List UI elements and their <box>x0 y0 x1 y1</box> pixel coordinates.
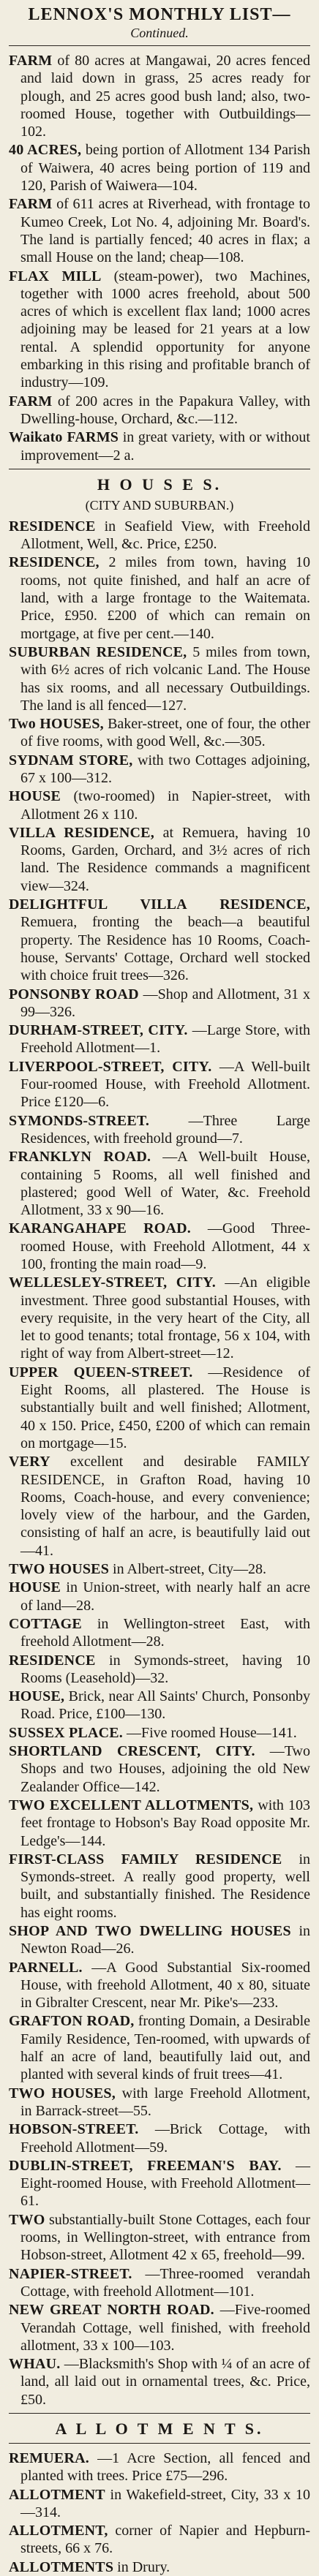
listing-lead: ALLOTMENT <box>9 2486 105 2503</box>
listing-text: —Three Large Residences, with freehold ground—7. <box>20 1112 310 1147</box>
listing-lead: SUBURBAN RESIDENCE, <box>9 643 187 660</box>
listing-lead: FARM <box>9 53 53 69</box>
listing-entry <box>9 1959 310 2012</box>
listing-entry <box>9 1797 310 1850</box>
listing-lead: RESIDENCE, <box>9 554 100 571</box>
listing-lead: DELIGHTFUL VILLA RESIDENCE, <box>9 896 310 913</box>
listing-text: 2 miles from town, having 10 rooms, not quite finished, and half an acre of land, with a large frontage to the Waitemata. Price, £950. £200 of which can remain on mortgage, at five per cent.—140. <box>20 554 311 642</box>
listing-entry <box>9 1615 310 1651</box>
listing-lead: WHAU. <box>9 2356 61 2373</box>
listing-entry <box>9 752 310 787</box>
listing-text: of 80 acres at Mangawai, 20 acres fenced and laid down in grass, 25 acres ready for plough, and 25 acres good bush land; also, two-roomed House, together with Outbuildings—102. <box>20 53 310 140</box>
listing-entry <box>9 643 310 714</box>
listing-entry <box>9 141 310 194</box>
listing-text: —Residence of Eight Rooms, all plastered. The House is substantially built and well finished; Allotment, 40 x 150. Price, £450, £200 of which can remain on mortgage—15. <box>20 1364 311 1451</box>
listing-entry <box>9 554 310 642</box>
listing-lead: DUBLIN-STREET, FREEMAN'S BAY. <box>9 2157 282 2174</box>
listing-lead: NAPIER-STREET. <box>9 2265 132 2282</box>
listing-lead: FLAX MILL <box>9 268 102 284</box>
listing-lead: HOUSE <box>9 788 61 805</box>
listing-text: in Albert-street, City—28. <box>113 1561 267 1578</box>
listing-lead: ALLOTMENT, <box>9 2523 108 2539</box>
listing-lead: TWO EXCELLENT ALLOTMENTS, <box>9 1797 254 1813</box>
farm-listings <box>9 52 310 464</box>
listing-text: —Good Three-roomed House, with Freehold Allotment, 44 x 100, fronting the main road—9. <box>20 1220 310 1272</box>
listing-lead: VERY <box>9 1454 50 1470</box>
listing-lead: PARNELL. <box>9 1959 83 1976</box>
divider <box>9 45 310 46</box>
listing-text: corner of Napier and Hepburn-streets, 66 x 76. <box>20 2523 311 2557</box>
listing-entry <box>9 2355 310 2409</box>
listing-text: —A Good Substantial Six-roomed House, with freehold Allotment, 40 x 80, situate in Gibralter Crescent, near Mr. Pike's—233. <box>20 1959 311 2012</box>
listing-lead: NEW GREAT NORTH ROAD. <box>9 2302 214 2319</box>
listing-lead: GRAFTON ROAD, <box>9 2013 135 2030</box>
listing-text: at Remuera, having 10 Rooms, Garden, Orchard, and 3½ acres of rich land. The Residence commands a magnificent view—324. <box>20 824 310 894</box>
listing-entry <box>9 1922 310 1958</box>
allotment-listings <box>9 2450 310 2576</box>
listing-entry <box>9 268 310 392</box>
listing-entry <box>9 1688 310 1723</box>
listing-text: of 200 acres in the Papakura Valley, with Dwelling-house, Orchard, &c.—112. <box>20 393 310 427</box>
listing-entry <box>9 52 310 140</box>
house-listings <box>9 518 310 2409</box>
listing-entry <box>9 1112 310 1148</box>
listing-entry <box>9 1220 310 1273</box>
listing-text: —1 Acre Section, all fenced and planted with trees. Price £75—296. <box>20 2450 311 2485</box>
listing-entry <box>9 787 310 823</box>
listing-entry <box>9 518 310 554</box>
listing-text: —Three-roomed verandah Cottage, with freehold Allotment—101. <box>20 2265 310 2300</box>
listing-text: in Seafield View, with Freehold Allotment, Well, &c. Price, £250. <box>20 518 310 553</box>
listing-text: —Eight-roomed House, with Freehold Allotment—61. <box>20 2157 310 2210</box>
listing-text: of 611 acres at Riverhead, with frontage to Kumeo Creek, Lot No. 4, adjoining Mr. Board's. The land is partially fenced; 40 acres in flax; a small House on the land; cheap—108. <box>20 196 311 266</box>
listing-text: (steam-power), two Machines, together with 1000 acres freehold, about 500 acres of which is excellent flax land; 1000 acres adjoining may be leased for 21 years at a low rental. A splendid opportunity for anyone embarking in this rising and profitable branch of industry—109. <box>20 268 310 391</box>
listing-lead: DURHAM-STREET, CITY. <box>9 1022 188 1039</box>
listing-text: in Union-street, with nearly half an acre of land—28. <box>20 1579 311 1614</box>
listing-lead: HOUSE <box>9 1579 61 1596</box>
listing-lead: FIRST-CLASS FAMILY RESIDENCE <box>9 1851 282 1867</box>
listing-text: in Symonds-street. A really good property, well built, and substantially finished. The Residence has eight rooms. <box>20 1851 311 1921</box>
listing-entry <box>9 1148 310 1219</box>
listing-text: Brick, near All Saints' Church, Ponsonby Road. Price, £100—130. <box>20 1688 311 1723</box>
listing-text: —Brick Cottage, with Freehold Allotment—59. <box>20 2121 310 2156</box>
listing-lead: HOBSON-STREET. <box>9 2121 139 2138</box>
listing-entry <box>9 1560 310 1578</box>
listing-lead: KARANGAHAPE ROAD. <box>9 1220 191 1237</box>
listing-text: —A Well-built House, containing 5 Rooms, all well finished and plastered; good Well of Water, &c. Freehold Allotment, 33 x 90—16. <box>20 1149 310 1219</box>
listing-text: fronting Domain, a Desirable Family Residence, Ten-roomed, with upwards of half an acre of land, beautifully laid out, and planted with several kinds of fruit trees—41. <box>20 2013 310 2083</box>
listing-entry <box>9 1742 310 1796</box>
listing-entry <box>9 1021 310 1057</box>
listing-lead: SUSSEX PLACE. <box>9 1724 123 1741</box>
listing-entry <box>9 1274 310 1362</box>
listing-entry <box>9 715 310 751</box>
listing-text: excellent and desirable FAMILY RESIDENCE, in Grafton Road, having 10 Rooms, Coach-house, and every convenience; lovely view of the harbour, and the Garden, consisting of half an acre, is beautifully laid out—41. <box>20 1454 310 1559</box>
listing-entry <box>9 986 310 1021</box>
listing-entry <box>9 2211 310 2265</box>
listing-lead: PONSONBY ROAD <box>9 986 139 1002</box>
listing-lead: FARM <box>9 196 53 213</box>
listing-entry <box>9 896 310 984</box>
listing-text: with 103 feet frontage to Hobson's Bay Road opposite Mr. Ledge's—144. <box>20 1797 310 1849</box>
listing-lead: UPPER QUEEN-STREET. <box>9 1364 193 1380</box>
listing-lead: HOUSE, <box>9 1688 65 1705</box>
listing-text: —Large Store, with Freehold Allotment—1. <box>20 1022 311 1057</box>
listing-text: (two-roomed) in Napier-street, with Allotment 26 x 110. <box>20 788 311 823</box>
divider <box>9 2413 310 2414</box>
listing-text: in Drury. <box>117 2558 170 2575</box>
list-subtitle: Continued. <box>130 26 189 40</box>
listing-lead: SYDNAM STORE, <box>9 752 133 768</box>
listing-entry <box>9 2450 310 2485</box>
allotments-heading: A L L O T M E N T S. <box>55 2420 264 2438</box>
listing-text: being portion of Allotment 134 Parish of Waiwera, 40 acres being portion of 119 and 120, Parish of Waiwera—104. <box>20 142 310 194</box>
listing-lead: RESIDENCE <box>9 1652 96 1669</box>
listing-lead: Waikato FARMS <box>9 429 119 446</box>
listing-text: —A Well-built Four-roomed House, with Freehold Allotment. Price £120—6. <box>20 1058 311 1111</box>
listing-entry <box>9 195 310 266</box>
listing-text: Remuera, fronting the beach—a beautiful property. The Residence has 10 Rooms, Coach-house, Servants' Cottage, Orchard well stocked with choice fruit trees—326. <box>20 914 310 984</box>
listing-entry <box>9 2265 310 2301</box>
listing-entry <box>9 1851 310 1922</box>
listing-lead: FARM <box>9 393 53 409</box>
listing-text: —Two Shops and two Houses, adjoining the old New Zealander Office—142. <box>20 1743 310 1795</box>
listing-lead: TWO HOUSES, <box>9 2085 116 2101</box>
listing-entry <box>9 428 310 464</box>
listing-entry <box>9 1579 310 1614</box>
listing-lead: COTTAGE <box>9 1615 82 1632</box>
listing-text: substantially-built Stone Cottages, each four rooms, in Wellington-street, with entrance from Hobson-street, Allotment 42 x 65, freehold—99. <box>20 2211 310 2264</box>
listing-lead: ALLOTMENTS <box>9 2558 114 2575</box>
divider <box>9 2443 310 2444</box>
houses-heading: H O U S E S. <box>97 475 222 494</box>
listing-entry <box>9 2120 310 2156</box>
listing-text: with two Cottages adjoining, 67 x 100—312. <box>20 752 311 786</box>
listing-lead: Two HOUSES, <box>9 716 104 733</box>
listing-text: 5 miles from town, with 6½ acres of rich volcanic Land. The House has six rooms, and all necessary Outbuildings. The land is all fenced—127. <box>20 643 310 714</box>
list-title: LENNOX'S MONTHLY LIST— <box>28 5 291 24</box>
listing-entry <box>9 1453 310 1560</box>
listing-entry <box>9 1652 310 1688</box>
listing-lead: WELLESLEY-STREET, CITY. <box>9 1274 216 1291</box>
listing-lead: 40 ACRES, <box>9 142 82 159</box>
listing-text: —An eligible investment. Three good substantial Houses, with every requisite, in the very heart of the City, all let to good tenants; total frontage, 56 x 104, with right of way from Albert-street—12. <box>20 1274 310 1362</box>
listing-lead: SHOP AND TWO DWELLING HOUSES <box>9 1922 291 1939</box>
listing-text: —Shop and Allotment, 31 x 99—326. <box>20 986 311 1020</box>
listing-text: Baker-street, one of four, the other of five rooms, with good Well, &c.—305. <box>20 716 310 750</box>
listing-entry <box>9 1364 310 1452</box>
listing-entry <box>9 2012 310 2083</box>
listing-entry <box>9 2522 310 2558</box>
listing-lead: VILLA RESIDENCE, <box>9 824 154 841</box>
listing-entry <box>9 2157 310 2210</box>
listing-lead: TWO HOUSES <box>9 1561 110 1578</box>
houses-subheading: (CITY AND SUBURBAN.) <box>85 497 234 513</box>
listing-text: in Wakefield-street, City, 33 x 10—314. <box>20 2486 311 2520</box>
listing-entry <box>9 2558 310 2576</box>
listing-lead: RESIDENCE <box>9 518 96 535</box>
listing-lead: FRANKLYN ROAD. <box>9 1149 151 1166</box>
listing-entry <box>9 393 310 428</box>
listing-entry <box>9 2085 310 2120</box>
listing-text: —Five-roomed Verandah Cottage, well finished, with freehold allotment, 33 x 100—103. <box>20 2302 310 2354</box>
listing-lead: TWO <box>9 2211 45 2228</box>
listing-text: in Symonds-street, having 10 Rooms (Leasehold)—32. <box>20 1652 310 1686</box>
listing-text: —Five roomed House—141. <box>126 1724 297 1741</box>
listing-text: with large Freehold Allotment, in Barrack-street—55. <box>20 2085 310 2119</box>
listing-text: —Blacksmith's Shop with ¼ of an acre of land, all laid out in ornamental trees, &c. Price, £50. <box>20 2356 310 2408</box>
listing-entry <box>9 824 310 895</box>
listing-lead: SHORTLAND CRESCENT, CITY. <box>9 1743 255 1760</box>
listing-entry <box>9 1058 310 1111</box>
listing-entry <box>9 2486 310 2522</box>
listing-lead: REMUERA. <box>9 2450 89 2466</box>
listing-entry <box>9 1724 310 1742</box>
listing-text: in Newton Road—26. <box>20 1922 310 1957</box>
listing-lead: SYMONDS-STREET. <box>9 1112 150 1129</box>
listing-lead: LIVERPOOL-STREET, CITY. <box>9 1058 212 1075</box>
listing-text: in Wellington-street East, with freehold Allotment—28. <box>20 1615 310 1650</box>
listing-entry <box>9 2301 310 2354</box>
listing-text: in great variety, with or without improvement—2 a. <box>20 429 310 464</box>
